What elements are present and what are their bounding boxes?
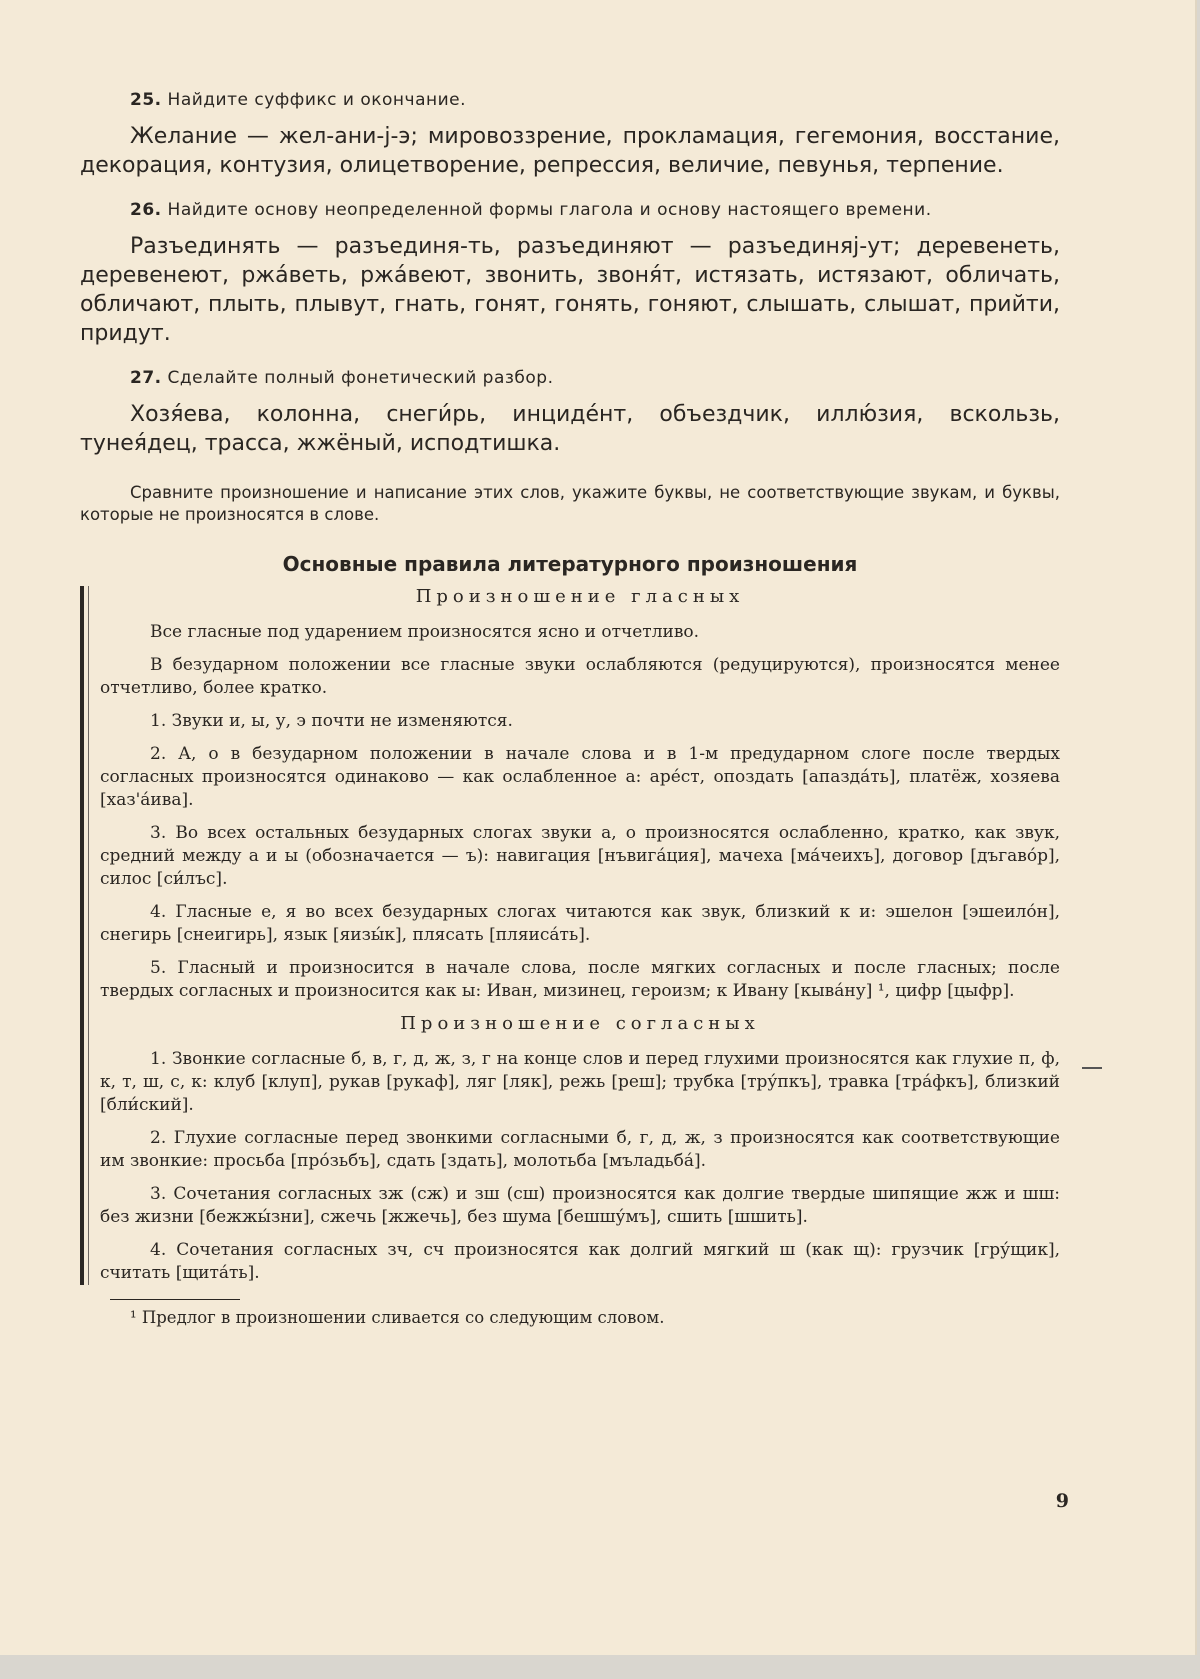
vowel-rule-1: 1. Звуки и, ы, у, э почти не изменяются. bbox=[150, 711, 513, 731]
rules-block bbox=[80, 586, 1060, 1285]
section-title: Основные правила литературного произношения bbox=[282, 552, 858, 576]
vowel-rule-5: 5. Гласный и произносится в начале слова, после мягких согласных и после гласных; после твердых согласных и произносится как ы: Иван, мизинец, героизм; к Ивану [кыва́ну] ¹, цифр [цыфр]. bbox=[100, 958, 1060, 1001]
page-content bbox=[80, 70, 1060, 1327]
margin-bar-thin bbox=[88, 586, 89, 1285]
task-25-heading bbox=[130, 90, 1060, 110]
vowels-intro-2: В безударном положении все гласные звуки ослабляются (редуцируются), произносятся менее отчетливо, более кратко. bbox=[100, 655, 1060, 698]
page-number: 9 bbox=[1055, 1490, 1069, 1512]
consonant-rule-4: 4. Сочетания согласных зч, сч произносятся как долгий мягкий ш (как щ): грузчик [гру́щик], считать [щита́ть]. bbox=[100, 1240, 1060, 1283]
task-title: Найдите основу неопределенной формы глагола и основу настоящего времени. bbox=[167, 200, 932, 220]
task-27-heading bbox=[130, 368, 1060, 388]
consonant-rule-1: 1. Звонкие согласные б, в, г, д, ж, з, г на конце слов и перед глухими произносятся как глухие п, ф, к, т, ш, с, к: клуб [клуп], рукав [рукаф], ляг [ляк], режь [реш]; трубка [тру́пкъ], травка [тра́фкъ], близкий [бли́ский]. bbox=[100, 1049, 1060, 1115]
task-title: Сделайте полный фонетический разбор. bbox=[167, 368, 554, 388]
task-title: Найдите суффикс и окончание. bbox=[167, 90, 467, 110]
margin-dash bbox=[1082, 1067, 1102, 1069]
task-number: 27. bbox=[130, 368, 162, 388]
vowels-title: Произношение гласных bbox=[415, 586, 745, 607]
footnote-divider bbox=[110, 1299, 240, 1300]
task-26-text: Разъединять — разъединя-ть, разъединяют — разъединяj-ут; деревенеть, деревенеют, ржáветь, ржáвеют, звонить, звоня́т, истязать, истязают, обличать, обличают, плыть, плывут, гнать, гонят, гонять, гоняют, слышать, слышат, прийти, придут. bbox=[80, 234, 1060, 346]
task-25-text: Желание — жел-ани-j-э; мировоззрение, прокламация, гегемония, восстание, декорация, контузия, олицетворение, репрессия, величие, певунья, терпение. bbox=[80, 124, 1060, 178]
vowel-rule-2: 2. А, о в безударном положении в начале слова и в 1-м предударном слоге после твердых согласных произносятся одинаково — как ослабленное а: аре́ст, опоздать [апазда́ть], платёж, хозяева [хаз'а́ива]. bbox=[100, 744, 1060, 810]
task-26-heading bbox=[130, 200, 1060, 220]
task-27-text: Хозя́ева, колонна, снеги́рь, инциде́нт, объездчик, иллю́зия, вскользь, тунея́дец, трасса, жжёный, исподтишка. bbox=[80, 402, 1060, 456]
vowel-rule-4: 4. Гласные е, я во всех безударных слогах читаются как звук, близкий к и: эшелон [эшеило́н], снегирь [снеигирь], язык [яизы́к], плясать [пляиса́ть]. bbox=[100, 902, 1060, 945]
margin-bar bbox=[80, 586, 84, 1285]
task-number: 26. bbox=[130, 200, 162, 220]
consonant-rule-3: 3. Сочетания согласных зж (сж) и зш (сш) произносятся как долгие твердые шипящие жж и шш: без жизни [бежжы́зни], сжечь [жжечь], без шума [бешшу́мъ], сшить [шшить]. bbox=[100, 1184, 1060, 1227]
consonant-rule-2: 2. Глухие согласные перед звонкими согласными б, г, д, ж, з произносятся как соответствующие им звонкие: просьба [про́зьбъ], сдать [здать], молотьба [мъладьба́]. bbox=[100, 1128, 1060, 1171]
consonants-title: Произношение согласных bbox=[400, 1013, 760, 1034]
vowels-intro-1: Все гласные под ударением произносятся ясно и отчетливо. bbox=[150, 622, 700, 642]
footnote: ¹ Предлог в произношении сливается со следующим словом. bbox=[130, 1308, 665, 1327]
task-27-note: Сравните произношение и написание этих слов, укажите буквы, не соответствующие звукам, и буквы, которые не произносятся в слове. bbox=[80, 483, 1060, 524]
vowel-rule-3: 3. Во всех остальных безударных слогах звуки а, о произносятся ослабленно, кратко, как звук, средний между а и ы (обозначается — ъ): навигация [нъвига́ция], мачеха [ма́чеихъ], договор [дъгаво́р], силос [си́лъс]. bbox=[100, 823, 1060, 889]
task-number: 25. bbox=[130, 90, 162, 110]
